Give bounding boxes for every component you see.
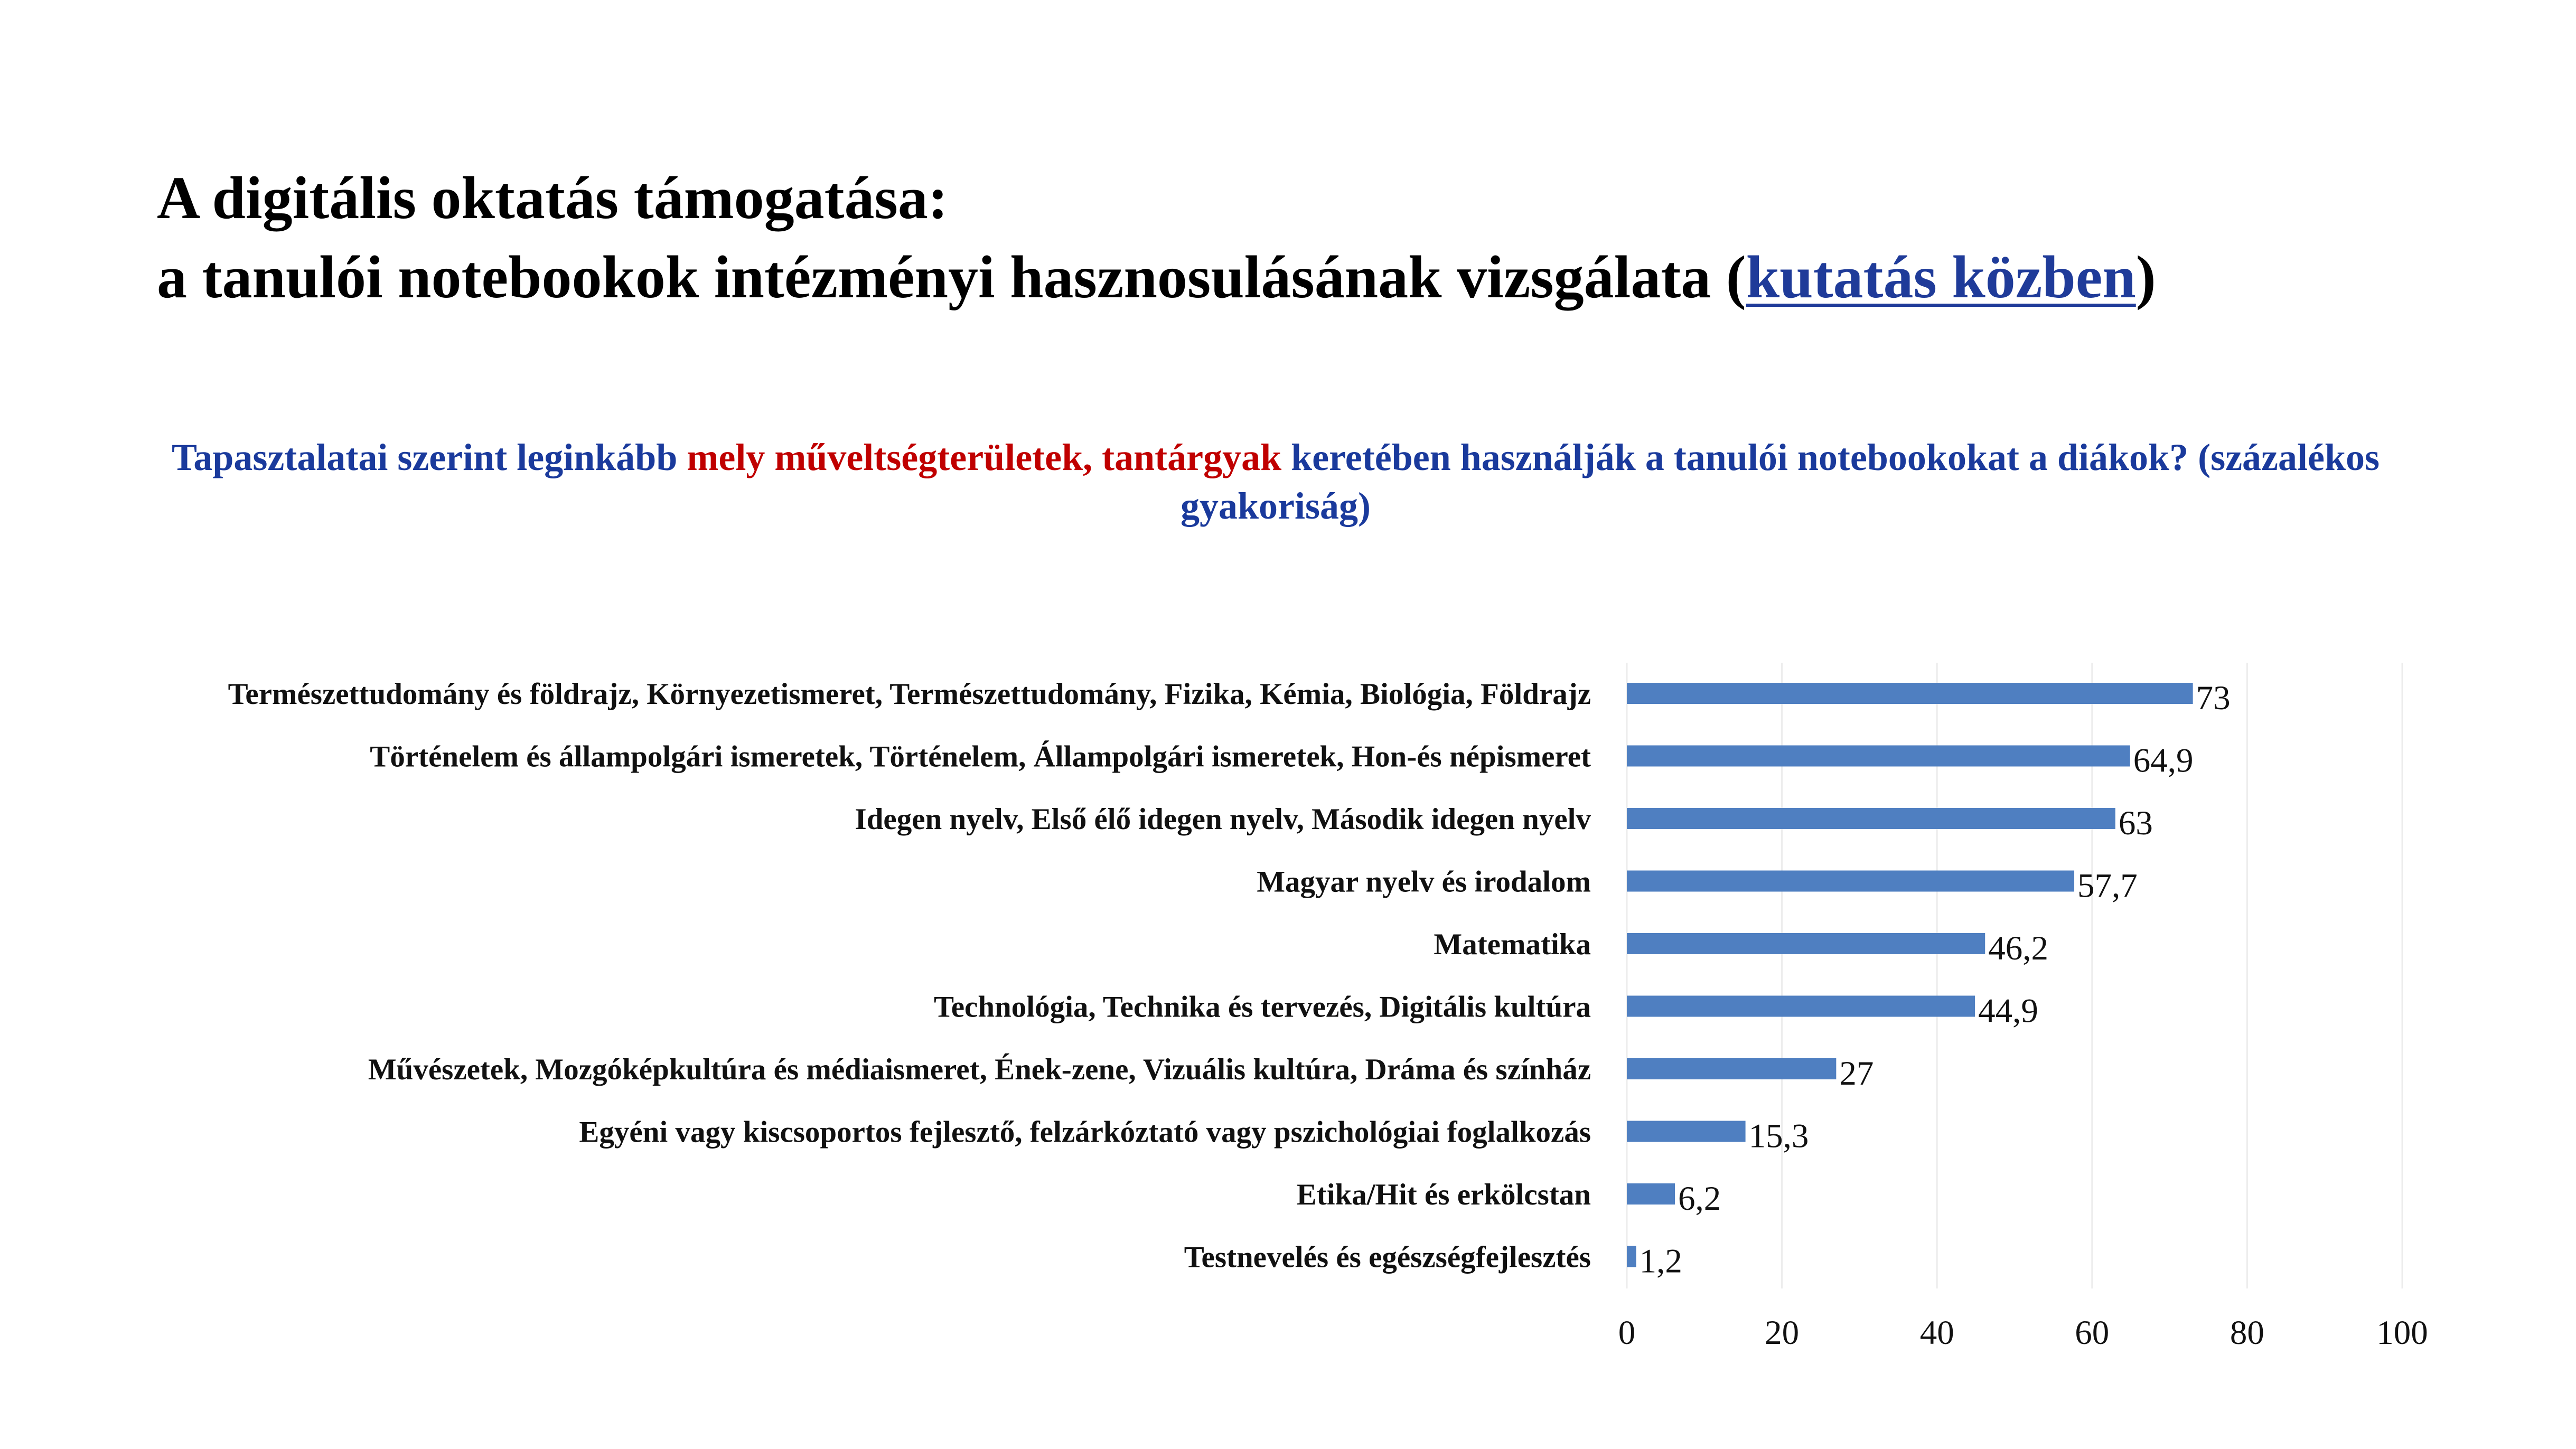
data-label: 57,7	[2077, 867, 2138, 905]
bar	[1627, 1058, 1836, 1079]
x-tick-label: 80	[2230, 1314, 2264, 1352]
data-label: 46,2	[1988, 929, 2048, 967]
category-label: Testnevelés és egészségfejlesztés	[1184, 1240, 1591, 1274]
x-tick-label: 100	[2376, 1314, 2428, 1352]
bar	[1627, 1121, 1746, 1142]
data-label: 1,2	[1639, 1242, 1682, 1281]
question-highlight: mely műveltségterületek, tantárgyak	[687, 436, 1282, 478]
category-label: Magyar nyelv és irodalom	[1257, 865, 1591, 899]
title-line-1: A digitális oktatás támogatása:	[157, 164, 948, 231]
category-label: Művészetek, Mozgóképkultúra és médiaismeret, Ének-zene, Vizuális kultúra, Dráma és színház	[368, 1053, 1591, 1086]
bar	[1627, 933, 1985, 954]
data-label: 73	[2196, 679, 2231, 717]
bar	[1627, 808, 2115, 829]
bar	[1627, 1183, 1675, 1205]
data-label: 27	[1839, 1055, 1874, 1093]
category-label: Matematika	[1434, 928, 1591, 961]
data-label: 6,2	[1678, 1180, 1721, 1218]
x-tick-label: 0	[1618, 1314, 1636, 1352]
x-tick-label: 40	[1919, 1314, 1954, 1352]
category-label: Technológia, Technika és tervezés, Digitális kultúra	[933, 990, 1591, 1024]
category-labels	[228, 678, 1591, 1274]
x-tick-label: 20	[1765, 1314, 1800, 1352]
category-label: Természettudomány és földrajz, Környezetismeret, Természettudomány, Fizika, Kémia, Biológia, Földrajz	[228, 678, 1591, 711]
category-label: Etika/Hit és erkölcstan	[1296, 1178, 1591, 1211]
category-label: Történelem és állampolgári ismeretek, Történelem, Állampolgári ismeretek, Hon-és népismeret	[370, 740, 1591, 774]
bar	[1627, 1246, 1636, 1267]
x-axis-ticks	[1618, 1314, 2428, 1352]
research-in-progress-link[interactable]: kutatás közben	[1746, 243, 2136, 310]
data-label: 64,9	[2133, 741, 2194, 780]
title-line-2-close: )	[2135, 243, 2156, 310]
x-tick-label: 60	[2075, 1314, 2110, 1352]
data-label: 44,9	[1978, 992, 2038, 1030]
question-text-1: Tapasztalatai szerint leginkább	[171, 436, 687, 478]
bar	[1627, 871, 2074, 892]
title-line-2-text: a tanulói notebookok intézményi hasznosulásának vizsgálata (	[157, 243, 1746, 310]
bar	[1627, 746, 2130, 767]
value-labels	[1640, 679, 2231, 1281]
bar	[1627, 996, 1975, 1017]
data-label: 63	[2118, 804, 2153, 842]
bar	[1627, 683, 2193, 704]
category-label: Egyéni vagy kiscsoportos fejlesztő, felzárkóztató vagy pszichológiai foglalkozás	[579, 1115, 1591, 1149]
category-label: Idegen nyelv, Első élő idegen nyelv, Második idegen nyelv	[855, 803, 1591, 836]
data-label: 15,3	[1748, 1117, 1809, 1155]
question-text-2: keretében használják a tanulói notebookokat a diákok? (százalékos gyakoriság)	[1181, 436, 2380, 527]
